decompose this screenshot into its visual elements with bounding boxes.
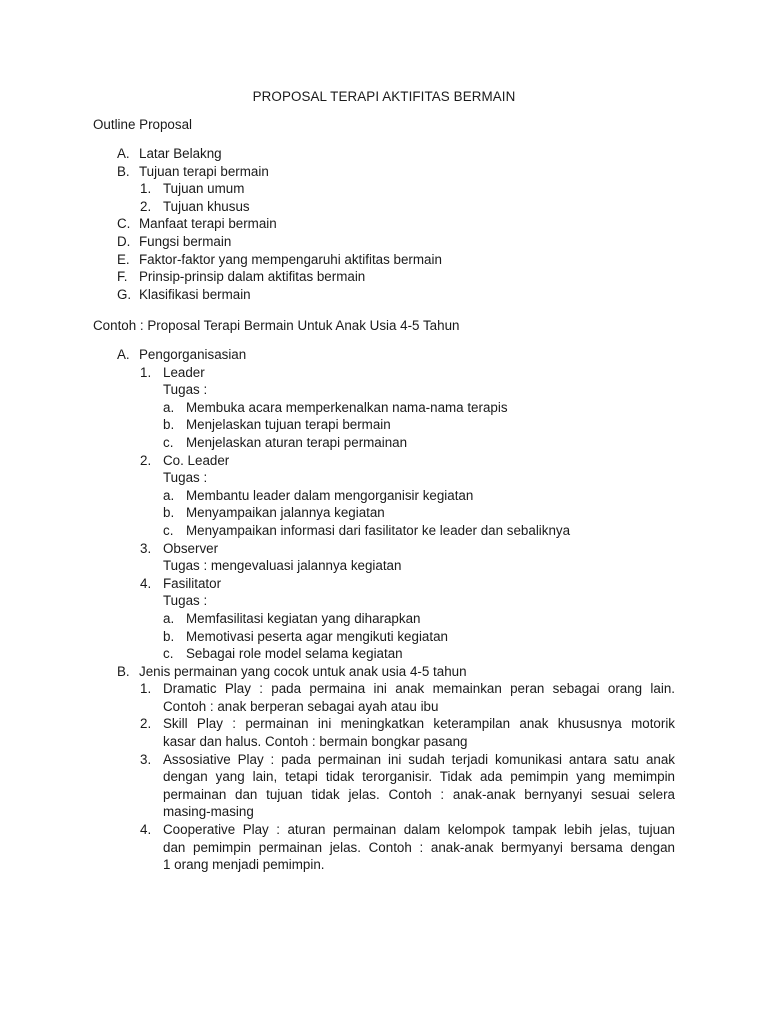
task-item: c. Sebagai role model selama kegiatan <box>163 646 403 662</box>
outline-list <box>93 145 675 303</box>
role-tugas-label: Tugas : <box>163 470 208 486</box>
play-type-item: 2. Skill Play : permainan ini meningkatkan keterampilan anak khususnya motorik kasar dan halus. Contoh : bermain bongkar pasang <box>140 716 675 750</box>
play-type-item: 1. Dramatic Play : pada permaina ini anak memainkan peran sebagai orang lain. Contoh : anak berperan sebagai ayah atau ibu <box>140 681 675 714</box>
outline-item: B. Tujuan terapi bermain <box>117 163 269 179</box>
task-item: c. Menyampaikan informasi dari fasilitator ke leader dan sebaliknya <box>163 522 571 538</box>
outline-item: C. Manfaat terapi bermain <box>117 216 277 232</box>
outline-item: E. Faktor-faktor yang mempengaruhi aktifitas bermain <box>117 251 442 267</box>
role-tugas-label: Tugas : <box>163 593 208 609</box>
play-type-item: 4. Cooperative Play : aturan permainan dalam kelompok tampak lebih jelas, tujuan dan pemimpin permainan jelas. Contoh : anak-anak bermyanyi bersama dengan 1 orang menjadi pemimpin. <box>140 822 675 873</box>
example-heading: Contoh : Proposal Terapi Bermain Untuk Anak Usia 4-5 Tahun <box>93 318 460 333</box>
outline-item: G. Klasifikasi bermain <box>117 286 251 302</box>
outline-item: F. Prinsip-prinsip dalam aktifitas bermain <box>117 269 366 285</box>
outline-section <box>93 116 675 134</box>
task-item: a. Memfasilitasi kegiatan yang diharapkan <box>163 610 421 626</box>
task-item: c. Menjelaskan aturan terapi permainan <box>163 434 408 450</box>
role-item-observer: 3. Observer <box>140 540 219 556</box>
section-a-heading: A. Pengorganisasian <box>117 347 247 362</box>
document-title: PROPOSAL TERAPI AKTIFITAS BERMAIN <box>252 89 516 104</box>
task-item: b. Menyampaikan jalannya kegiatan <box>163 505 385 521</box>
role-item-leader: 1. Leader <box>140 364 205 380</box>
role-item-co-leader: 2. Co. Leader <box>140 452 230 468</box>
outline-item: A. Latar Belakng <box>117 146 222 161</box>
section-a <box>93 346 675 874</box>
role-item-fasilitator: 4. Fasilitator <box>140 575 222 591</box>
task-item: b. Menjelaskan tujuan terapi bermain <box>163 417 391 433</box>
outline-item: D. Fungsi bermain <box>117 233 232 249</box>
role-tugas-label: Tugas : mengevaluasi jalannya kegiatan <box>163 558 402 574</box>
section-b-heading: B. Jenis permainan yang cocok untuk anak usia 4-5 tahun <box>117 663 467 679</box>
outline-subitem: 2. Tujuan khusus <box>140 198 250 214</box>
task-item: a. Membantu leader dalam mengorganisir kegiatan <box>163 487 474 503</box>
outline-subitem: 1. Tujuan umum <box>140 181 245 197</box>
task-item: a. Membuka acara memperkenalkan nama-nama terapis <box>163 399 508 415</box>
play-type-item: 3. Assosiative Play : pada permainan ini sudah terjadi komunikasi antara satu anak dengan yang lain, tetapi tidak terorganisir. Tidak ada pemimpin yang memimpin permainan dan tujuan tidak jelas. Contoh : anak-anak bernyanyi sesuai selera masing-masing <box>140 751 675 820</box>
task-item: b. Memotivasi peserta agar mengikuti kegiatan <box>163 628 448 644</box>
role-tugas-label: Tugas : <box>163 382 208 398</box>
outline-heading: Outline Proposal <box>93 117 192 132</box>
example-section <box>93 317 675 335</box>
